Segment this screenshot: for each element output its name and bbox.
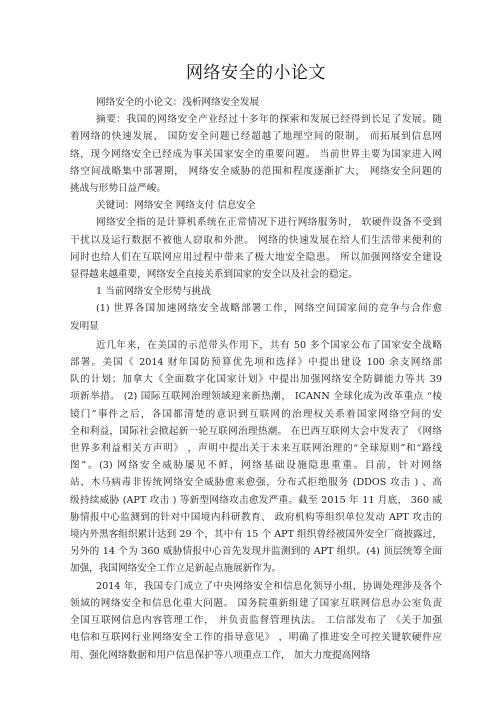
body-line: 2014 年，我国专门成立了中央网络安全和信息化领导小组，协调处理涉及各个 [96,580,442,592]
subsection-heading: 发明显 [70,320,99,332]
body-line: 近几年来，在美国的示范带头作用下，共有 50 多个国家公布了国家安全战略 [96,339,442,351]
body-line: 另外的 14 个为 360 威胁情报中心首先发现并监测到的 APT 组织。(4) 顶层统筹全面 [70,546,442,558]
abstract-line: 络，现今网络安全已经成为事关国家安全的重要问题。 当前世界主要为国家进入网 [70,148,442,160]
abstract-line: 络空间战略集中部署期， 网络安全威胁的范围和程度逐渐扩大， 网络安全问题的 [70,165,442,177]
body-line: 同时也给人们在互联网应用过程中带来了极大地安全隐患。 所以加强网络安全建设 [70,251,442,263]
body-line: 境内外黑客组织累计达到 29 个，其中有 15 个 APT 组织曾经被国外安全厂商披露过， [70,529,442,541]
section-heading: 1 当前网络安全形势与挑战 [96,286,211,298]
body-line: 级持续威胁 (APT 攻击 ) 等新型网络攻击愈发严重。截至 2015 年 11 月底， 360 威 [70,494,442,506]
body-line: 用、强化网络数据和用户信息保护等八项重点工作， 加大力度提高网络 [70,649,371,661]
body-line: 网络安全指的是计算机系统在正常情况下进行网络服务时， 软硬件设备不受到 [96,217,442,229]
body-line: 项新举措。 (2) 国际互联网治理领域迎来新热潮， ICANN 全球化成为改革重点 “棱 [70,391,442,403]
body-line: 站、木马病毒非传统网络安全威胁愈来愈强，分布式拒绝服务 (DDOS 攻击 ) 、高 [70,477,442,489]
body-line: 加强，我国网络安全工作立足新起点施展新作为。 [70,563,282,575]
abstract-line: 着网络的快速发展， 国防安全问题已经超越了地理空间的限制， 而拓展到信息网 [70,131,442,143]
body-line: 显得越来越重要，网络安全直接关系到国家的安全以及社会的稳定。 [70,269,358,281]
keywords-line: 关键词：网络安全 网络支付 信息安全 [96,200,256,212]
abstract-line: 挑战与形势日益严峻。 [70,183,166,195]
body-line: 部署。美国《 2014 财年国防预算优先项和选择》中提出建设 100 余支网络部 [70,357,442,369]
subtitle-line: 网络安全的小论文：浅析网络安全发展 [96,97,260,108]
page-title: 网络安全的小论文 [186,63,326,83]
body-line: 领域的网络安全和信息化重大问题。 国务院重新组建了国家互联网信息办公室负责 [70,597,442,609]
body-line: 世界多利益相关方声明》 ，声明中提出关于未来互联网治理的“全球原则”和“路线 [70,443,442,455]
body-line: 胁情报中心监测到的针对中国境内科研教育、 政府机构等组织单位发动 APT 攻击的 [70,511,442,523]
body-line: 队的计划；加拿大《全面数字化国家计划》中提出加强网络安全防御能力等共 39 [70,374,442,386]
body-line: 全国互联网信息内容管理工作， 并负责监督管理执法。 工信部发布了 《关于加强 [70,615,442,627]
body-line: 干扰以及运行数据不被他人窃取和外泄。 网络的快速发展在给人们生活带来便利的 [70,234,442,246]
body-line: 图”。(3) 网络安全威胁屡见不鲜，网络基础设施隐患重重。目前，针对网络 [70,460,442,472]
subsection-heading: (1) 世界各国加速网络安全战略部署工作，网络空间国家间的竞争与合作愈 [96,303,442,315]
body-line: 全和利益，国际社会掀起新一轮互联网治理热潮。 在巴西互联网大会中发表了 《网络 [70,425,442,437]
document-page [70,62,442,664]
body-line: 镜门”事件之后，各国都清楚的意识到互联网的治理权关系着国家网络空间的安 [70,408,442,420]
body-line: 电信和互联网行业网络安全工作的指导意见》 ，明确了推进安全可控关键软硬件应 [70,632,442,644]
abstract-line: 摘要：我国的网络安全产业经过十多年的探索和发展已经得到长足了发展。随 [96,114,442,126]
